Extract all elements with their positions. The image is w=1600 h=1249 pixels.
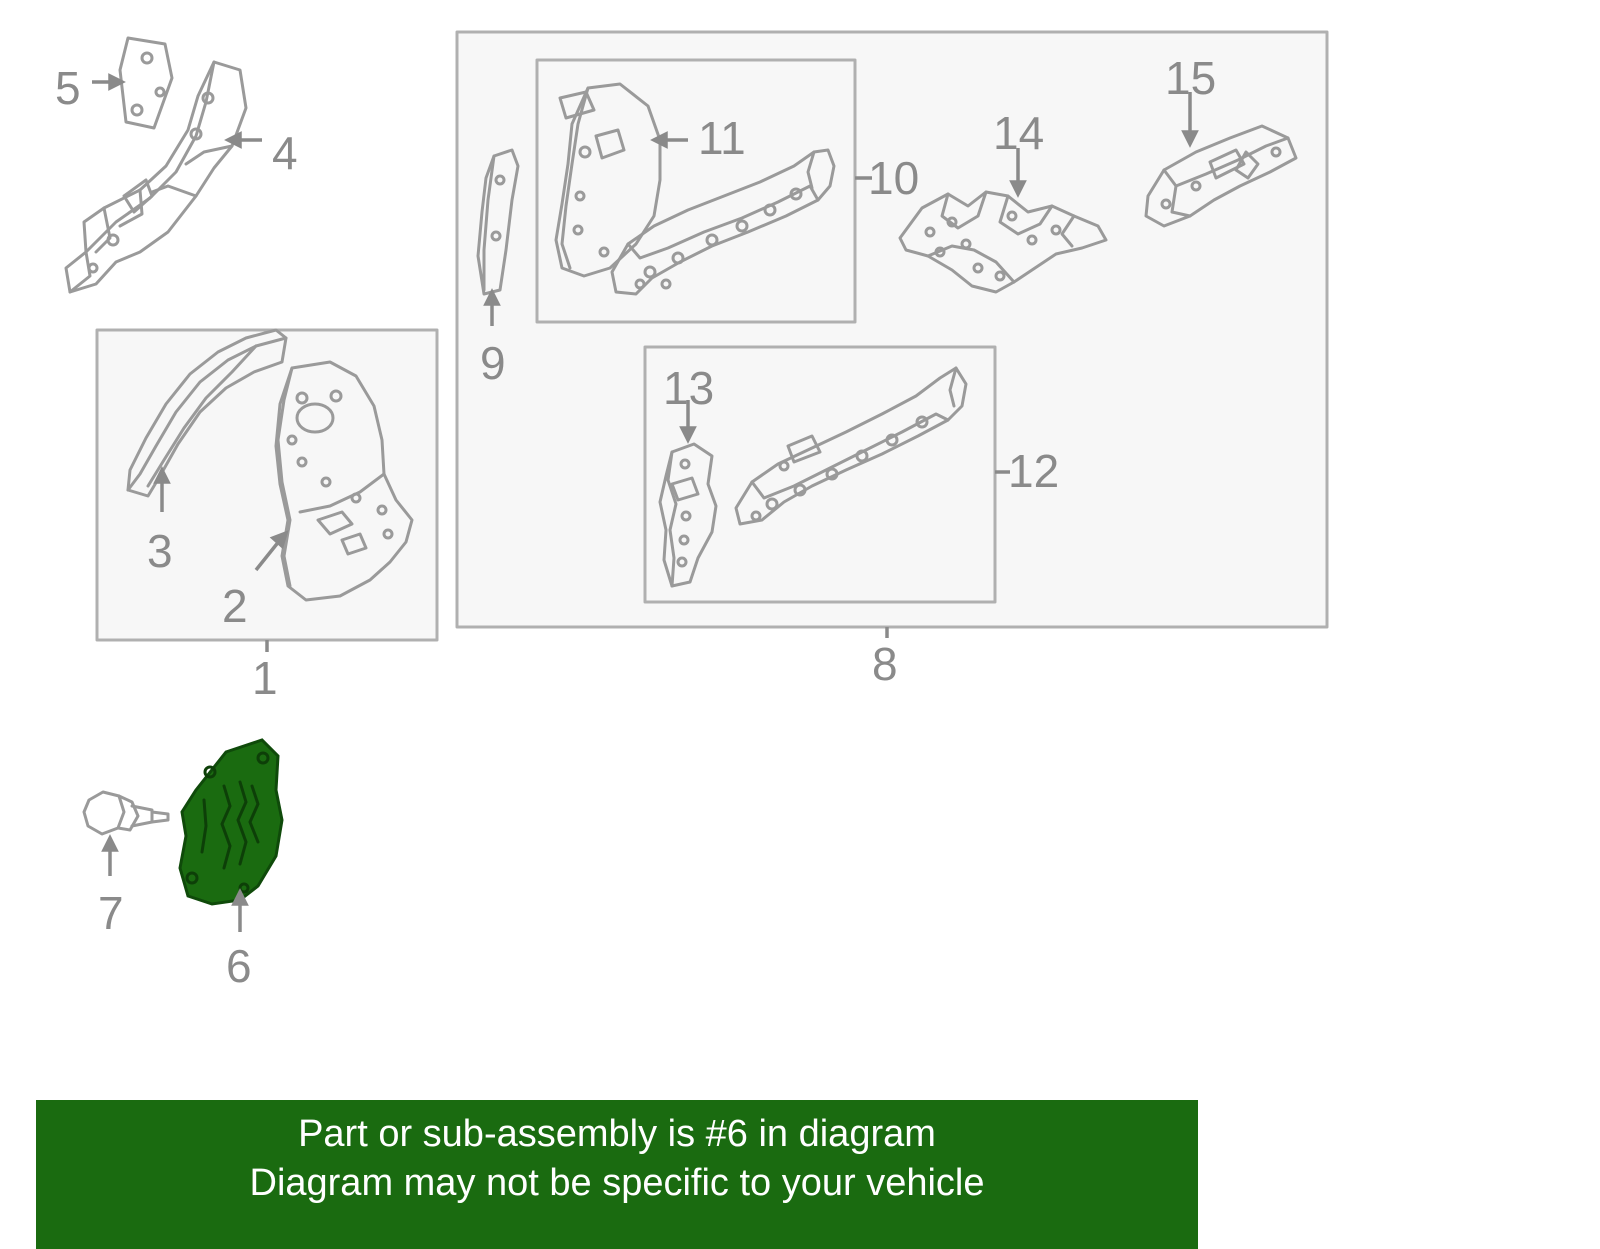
callout-label-5: 5 <box>55 62 81 114</box>
part-6-highlighted-panel <box>180 740 282 904</box>
callout-label-3: 3 <box>147 525 173 577</box>
callout-label-9: 9 <box>480 337 506 389</box>
part-7-bolt <box>84 792 168 834</box>
callout-label-1: 1 <box>252 652 278 704</box>
callout-label-11: 11 <box>698 112 746 164</box>
callout-label-6: 6 <box>226 940 252 992</box>
callout-label-14: 14 <box>993 107 1045 159</box>
callout-label-7: 7 <box>98 887 124 939</box>
callout-label-15: 15 <box>1165 52 1217 104</box>
callout-label-12: 12 <box>1008 445 1060 497</box>
banner-line-1: Part or sub-assembly is #6 in diagram <box>298 1113 936 1155</box>
part-5-bracket <box>120 38 172 128</box>
callout-label-13: 13 <box>663 362 715 414</box>
callout-label-4: 4 <box>272 127 298 179</box>
callout-label-8: 8 <box>872 638 898 690</box>
banner-right-filler <box>1198 1100 1600 1249</box>
part-4-apron-rail <box>66 62 246 292</box>
banner-line-2: Diagram may not be specific to your vehicle <box>249 1161 985 1204</box>
callout-label-2: 2 <box>222 580 248 632</box>
highlight-banner <box>36 1100 1198 1249</box>
callout-label-10: 10 <box>868 152 920 204</box>
